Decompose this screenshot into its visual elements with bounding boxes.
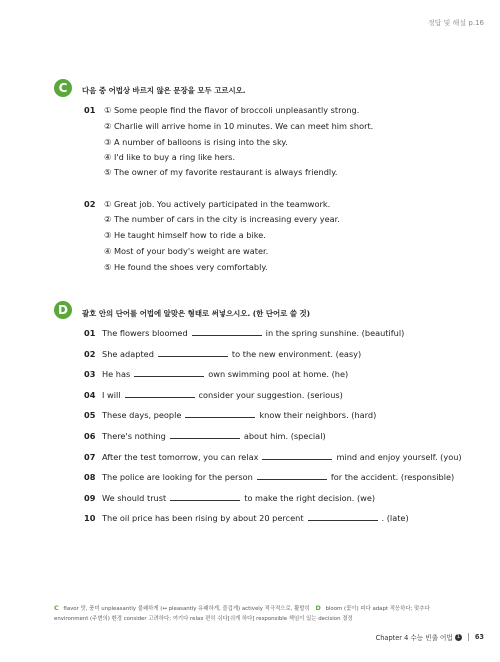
question-option: ④ Most of your body's weight are water. xyxy=(104,246,269,256)
item-text-before: The flowers bloomed xyxy=(102,328,188,338)
answer-blank[interactable] xyxy=(170,430,240,439)
question-option: ⑤ He found the shoes very comfortably. xyxy=(104,262,268,272)
vocab-tag-c: C xyxy=(54,604,59,612)
item-number: 01 xyxy=(84,328,96,338)
answer-blank[interactable] xyxy=(158,348,228,357)
fill-in-item xyxy=(84,409,376,420)
page-number: 63 xyxy=(474,633,484,641)
question-number: 02 xyxy=(84,199,96,209)
item-number: 08 xyxy=(84,472,96,482)
question-option: ② Charlie will arrive home in 10 minutes. We can meet him short. xyxy=(104,121,374,131)
chapter-title: Chapter 4 수능 빈출 어법 xyxy=(375,634,453,642)
fill-in-item xyxy=(84,348,361,359)
answer-blank[interactable] xyxy=(125,389,195,398)
vocab-line xyxy=(54,615,474,625)
question-option: ⑤ The owner of my favorite restaurant is always friendly. xyxy=(104,167,338,177)
item-text-before: She adapted xyxy=(102,349,154,359)
item-number: 03 xyxy=(84,369,96,379)
page-footer xyxy=(376,632,484,642)
vocab-text: environment (주변의) 환경 consider 고려하다; 여기다 relax 편히 쉬다[쉬게 하다] responsible 책임이 있는 decision 결정 xyxy=(54,615,353,622)
fill-in-item xyxy=(84,451,462,462)
question-option: ① Some people find the flavor of broccoli unpleasantly strong. xyxy=(104,105,360,115)
item-text-before: After the test tomorrow, you can relax xyxy=(102,452,259,462)
answer-blank[interactable] xyxy=(262,451,332,460)
item-text-before: He has xyxy=(102,369,131,379)
section-d-badge: D xyxy=(54,301,72,319)
answer-reference: 정답 및 해설 p.16 xyxy=(427,19,484,27)
fill-in-item xyxy=(84,368,348,379)
section-d-instruction: 괄호 안의 단어를 어법에 알맞은 형태로 써넣으시오. (한 단어로 쓸 것) xyxy=(82,309,311,318)
answer-blank[interactable] xyxy=(257,471,327,480)
answer-blank[interactable] xyxy=(170,492,240,501)
item-number: 04 xyxy=(84,390,96,400)
item-text-after: own swimming pool at home. (he) xyxy=(208,369,349,379)
question-option: ③ A number of balloons is rising into the sky. xyxy=(104,137,288,147)
answer-blank[interactable] xyxy=(192,327,262,336)
item-text-after: consider your suggestion. (serious) xyxy=(198,390,343,400)
item-number: 02 xyxy=(84,349,96,359)
item-number: 06 xyxy=(84,431,96,441)
item-number: 07 xyxy=(84,452,96,462)
item-text-after: to the new environment. (easy) xyxy=(231,349,362,359)
item-text-before: There's nothing xyxy=(102,431,166,441)
item-number: 05 xyxy=(84,410,96,420)
item-text-after: to make the right decision. (we) xyxy=(244,493,376,503)
item-text-before: I will xyxy=(102,390,121,400)
item-text-after: know their neighbors. (hard) xyxy=(259,410,377,420)
item-text-after: in the spring sunshine. (beautiful) xyxy=(265,328,405,338)
item-text-before: These days, people xyxy=(102,410,182,420)
question-number: 01 xyxy=(84,105,96,115)
section-c-instruction: 다음 중 어법상 바르지 않은 문장을 모두 고르시오. xyxy=(82,86,246,95)
footer-divider xyxy=(468,633,469,641)
question-option: ① Great job. You actively participated in the teamwork. xyxy=(104,199,331,209)
fill-in-item xyxy=(84,492,375,503)
fill-in-item xyxy=(84,327,404,338)
vocab-text: flavor 맛, 풍미 unpleasantly 불쾌하게 (↔ pleasantly 유쾌하게, 즐겁게) actively 적극적으로, 활발히 xyxy=(63,606,310,612)
question-option: ④ I'd like to buy a ring like hers. xyxy=(104,152,236,162)
fill-in-item xyxy=(84,512,409,523)
item-text-after: for the accident. (responsible) xyxy=(330,472,455,482)
item-number: 10 xyxy=(84,513,96,523)
answer-blank[interactable] xyxy=(308,512,378,521)
fill-in-item xyxy=(84,430,326,441)
vocabulary-notes xyxy=(54,604,474,624)
question-option: ③ He taught himself how to ride a bike. xyxy=(104,230,266,240)
item-text-before: The oil price has been rising by about 20 percent xyxy=(102,513,304,523)
item-number: 09 xyxy=(84,493,96,503)
chapter-part-badge: 1 xyxy=(456,633,460,640)
answer-blank[interactable] xyxy=(134,368,204,377)
answer-blank[interactable] xyxy=(185,409,255,418)
item-text-after: . (late) xyxy=(381,513,409,523)
vocab-text: bloom (꽃이) 피다 adapt 적응하다; 맞추다 xyxy=(325,606,430,612)
fill-in-item xyxy=(84,471,454,482)
question-option: ② The number of cars in the city is increasing every year. xyxy=(104,214,340,224)
fill-in-item xyxy=(84,389,343,400)
item-text-after: mind and enjoy yourself. (you) xyxy=(336,452,462,462)
section-c-badge: C xyxy=(54,79,72,97)
item-text-before: The police are looking for the person xyxy=(102,472,253,482)
vocab-tag-d: D xyxy=(315,604,321,612)
item-text-before: We should trust xyxy=(102,493,167,503)
vocab-line xyxy=(54,604,474,615)
item-text-after: about him. (special) xyxy=(243,431,326,441)
